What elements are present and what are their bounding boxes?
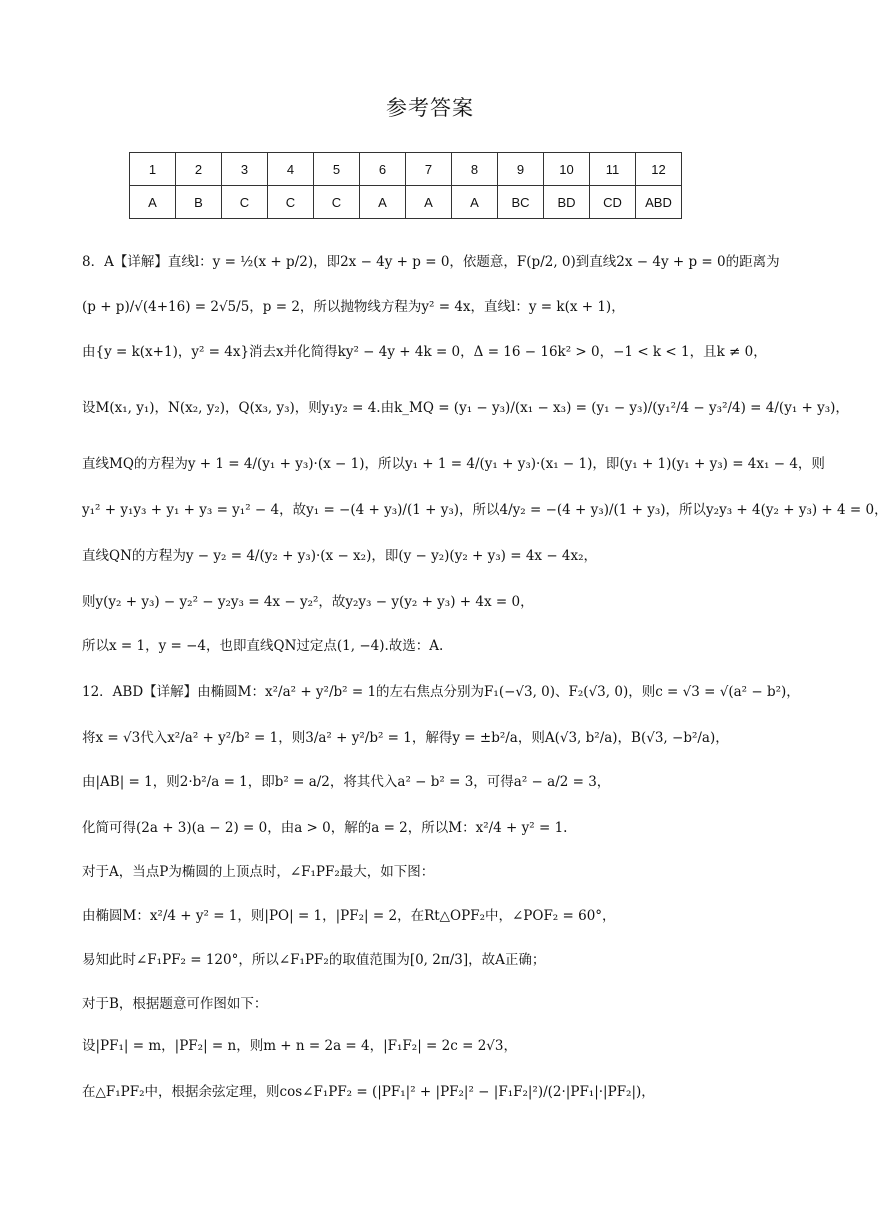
answer-cell: ABD [636,186,682,219]
answer-cell: A [360,186,406,219]
answer-table-number-row [130,153,682,186]
question-number: 3 [222,153,268,186]
page-title: 参考答案 [386,96,474,120]
solution-line: 将x = √3代入x²/a² + y²/b² = 1，则3/a² + y²/b² = 1，解得y = ±b²/a，则A(√3, b²/a)，B(√3, −b²/a)， [82,730,729,746]
question-number: 10 [544,153,590,186]
question-number: 6 [360,153,406,186]
solution-line: 对于B，根据题意可作图如下： [82,996,268,1012]
answer-cell: CD [590,186,636,219]
solution-line: 设M(x₁, y₁)，N(x₂, y₂)，Q(x₃, y₃)，则y₁y₂ = 4.由k_MQ = (y₁ − y₃)/(x₁ − x₃) = (y₁ − y₃)/(y₁²/4 − y₃²/4) = 4/(y₁ + y₃)， [82,400,849,416]
answer-cell: BD [544,186,590,219]
question-number: 11 [590,153,636,186]
answer-cell: C [222,186,268,219]
solution-line: 直线QN的方程为y − y₂ = 4/(y₂ + y₃)·(x − x₂)，即(y − y₂)(y₂ + y₃) = 4x − 4x₂， [82,548,598,564]
solution-line: 所以x = 1，y = −4，也即直线QN过定点(1, −4).故选：A. [82,638,444,654]
solution-line: 由椭圆M：x²/4 + y² = 1，则|PO| = 1，|PF₂| = 2，在Rt△OPF₂中，∠POF₂ = 60°， [82,908,616,924]
answer-cell: C [314,186,360,219]
solution-line: 对于A，当点P为椭圆的上顶点时，∠F₁PF₂最大，如下图： [82,864,435,880]
answer-table [129,152,682,219]
question-number: 9 [498,153,544,186]
solution-line: 设|PF₁| = m，|PF₂| = n，则m + n = 2a = 4，|F₁F₂| = 2c = 2√3， [82,1038,517,1054]
answer-cell: BC [498,186,544,219]
solution-line: 由{y = k(x+1)，y² = 4x}消去x并化简得ky² − 4y + 4k = 0，Δ = 16 − 16k² > 0，−1 < k < 1，且k ≠ 0， [82,344,767,360]
solution-line: 化简可得(2a + 3)(a − 2) = 0，由a > 0，解的a = 2，所以M：x²/4 + y² = 1. [82,820,568,836]
answer-cell: A [406,186,452,219]
solution-line: 则y(y₂ + y₃) − y₂² − y₂y₃ = 4x − y₂²，故y₂y₃ − y(y₂ + y₃) + 4x = 0， [82,594,534,610]
solution-line: 直线MQ的方程为y + 1 = 4/(y₁ + y₃)·(x − 1)，所以y₁ + 1 = 4/(y₁ + y₃)·(x₁ − 1)，即(y₁ + 1)(y₁ + y₃) = 4x₁ − 4，则 [82,456,825,472]
question-number: 4 [268,153,314,186]
answer-table-answer-row [130,186,682,219]
solution-line: 易知此时∠F₁PF₂ = 120°，所以∠F₁PF₂的取值范围为[0, 2π/3]，故A正确； [82,952,546,968]
solution-line: 由|AB| = 1，则2·b²/a = 1，即b² = a/2，将其代入a² − b² = 3，可得a² − a/2 = 3， [82,774,611,790]
solution-line: (p + p)/√(4+16) = 2√5/5，p = 2，所以抛物线方程为y² = 4x，直线l：y = k(x + 1)， [82,299,625,315]
question-number: 5 [314,153,360,186]
question-number: 12 [636,153,682,186]
question-number: 7 [406,153,452,186]
solution-line: 8．A【详解】直线l：y = ½(x + p/2)，即2x − 4y + p = 0，依题意，F(p/2, 0)到直线2x − 4y + p = 0的距离为 [82,254,780,270]
answer-cell: A [452,186,498,219]
solution-line: 在△F₁PF₂中，根据余弦定理，则cos∠F₁PF₂ = (|PF₁|² + |PF₂|² − |F₁F₂|²)/(2·|PF₁|·|PF₂|)， [82,1084,655,1100]
answer-cell: B [176,186,222,219]
question-number: 2 [176,153,222,186]
answer-cell: C [268,186,314,219]
solution-line: 12．ABD【详解】由椭圆M：x²/a² + y²/b² = 1的左右焦点分别为F₁(−√3, 0)、F₂(√3, 0)，则c = √3 = √(a² − b²)， [82,684,800,700]
question-number: 1 [130,153,176,186]
answer-cell: A [130,186,176,219]
question-number: 8 [452,153,498,186]
solution-line: y₁² + y₁y₃ + y₁ + y₃ = y₁² − 4，故y₁ = −(4 + y₃)/(1 + y₃)，所以4/y₂ = −(4 + y₃)/(1 + y₃)，所以y₂y₃ + 4(y₂ + y₃) + 4 = 0， [82,502,888,518]
